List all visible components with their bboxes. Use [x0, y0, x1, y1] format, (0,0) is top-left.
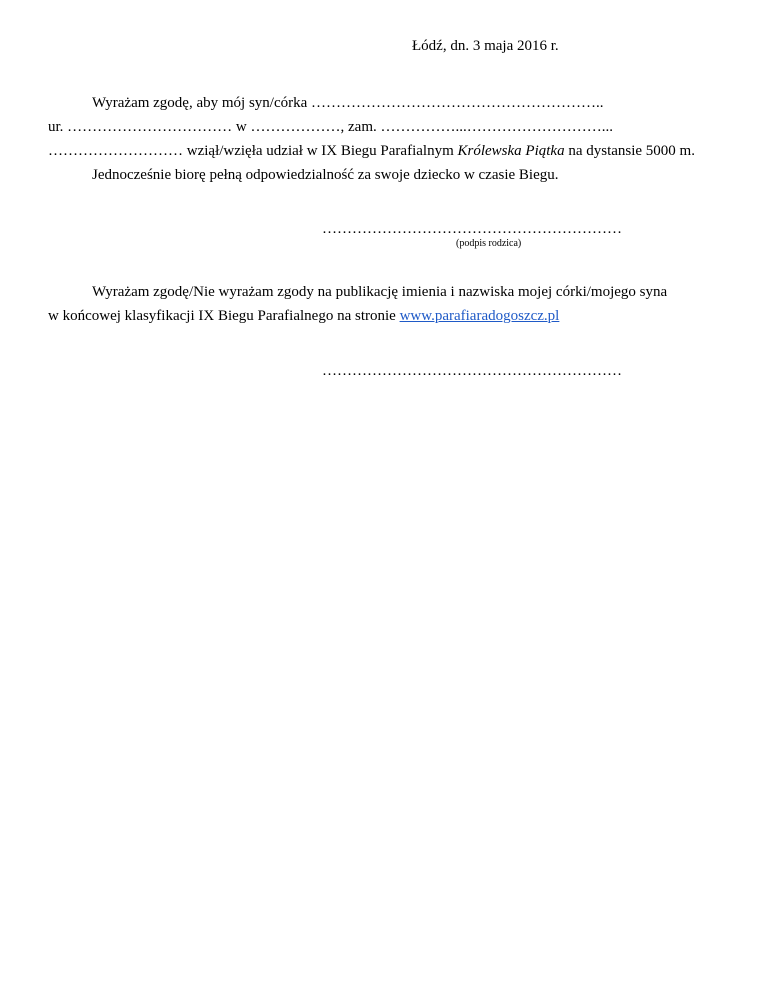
publication-signature-line: ……………………………………………………: [322, 363, 622, 379]
consent-line-2: ur. …………………………… w ………………, zam. ……………...………………………...: [48, 119, 613, 135]
publication-line-2-prefix: w końcowej klasyfikacji IX Biegu Parafialnego na stronie: [48, 308, 400, 324]
consent-line-3-prefix: ……………………… wziął/wzięła udział w IX Biegu Parafialnym: [48, 143, 458, 159]
event-name: Królewska Piątka: [457, 143, 565, 159]
consent-line-4: Jednocześnie biorę pełną odpowiedzialność za swoje dziecko w czasie Biegu.: [92, 167, 559, 183]
parent-signature-line: ……………………………………………………: [322, 221, 622, 237]
parish-website-link[interactable]: www.parafiaradogoszcz.pl: [399, 308, 560, 324]
publication-line-1: Wyrażam zgodę/Nie wyrażam zgody na publikację imienia i nazwiska mojej córki/mojego syna: [92, 284, 668, 300]
parent-signature-caption: (podpis rodzica): [456, 238, 522, 249]
consent-line-1: Wyrażam zgodę, aby mój syn/córka …………………………………………………..: [92, 95, 604, 111]
date-line: Łódź, dn. 3 maja 2016 r.: [412, 38, 559, 54]
consent-line-3: [48, 142, 695, 160]
consent-line-3-suffix: na dystansie 5000 m.: [564, 143, 695, 159]
publication-line-2: [48, 307, 559, 325]
